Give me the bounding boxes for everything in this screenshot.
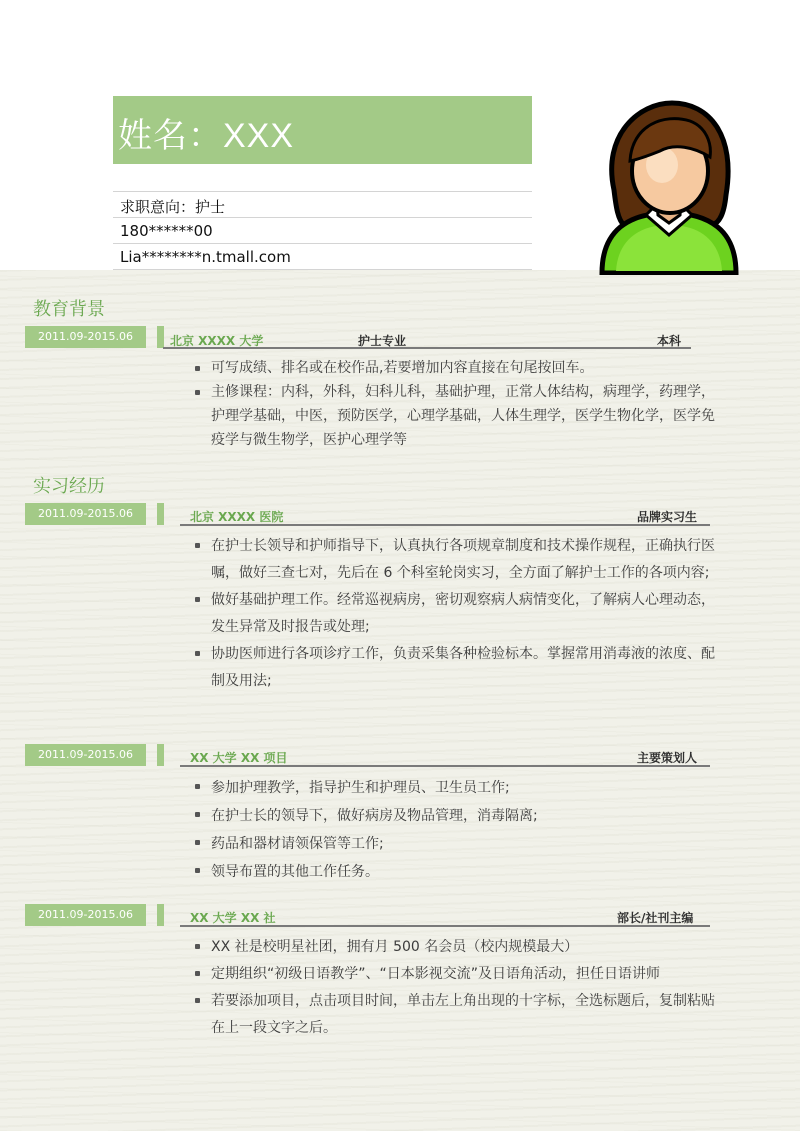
org-name: 北京 XXXX 医院 (190, 510, 284, 524)
list-item: 在护士长的领导下，做好病房及物品管理，消毒隔离; (193, 802, 721, 830)
divider (113, 243, 532, 244)
school-name: 北京 XXXX 大学 (170, 334, 264, 348)
avatar-icon (594, 95, 744, 275)
org-name: XX 大学 XX 社 (190, 911, 276, 925)
accent-mark (157, 904, 164, 926)
education-bullets (193, 356, 721, 452)
name-heading: 姓名：XXX (118, 117, 295, 155)
role: 品牌实习生 (637, 510, 698, 524)
degree: 本科 (657, 334, 682, 348)
date-tag: 2011.09-2015.06 (25, 744, 146, 766)
list-item: 若要添加项目，点击项目时间，单击左上角出现的十字标，全选标题后，复制粘贴在上一段文字之后。 (193, 988, 721, 1042)
list-item: 做好基础护理工作。经常巡视病房，密切观察病人病情变化，了解病人心理动态，发生异常及时报告或处理; (193, 587, 721, 641)
list-item: 定期组织“初级日语教学”、“日本影视交流”及日语角活动，担任日语讲师 (193, 961, 721, 988)
section-title-internship: 实习经历 (33, 476, 105, 497)
project-bullets (193, 774, 721, 886)
section-title-education: 教育背景 (33, 299, 105, 320)
accent-mark (157, 744, 164, 766)
internship-bullets (193, 533, 721, 695)
phone-number: 180******00 (120, 222, 213, 240)
accent-mark (157, 326, 164, 348)
accent-mark (157, 503, 164, 525)
job-objective: 求职意向：护士 (120, 198, 226, 216)
list-item: 协助医师进行各项诊疗工作，负责采集各种检验标本。掌握常用消毒液的浓度、配制及用法; (193, 641, 721, 695)
date-tag: 2011.09-2015.06 (25, 326, 146, 348)
org-name: XX 大学 XX 项目 (190, 751, 288, 765)
divider (113, 217, 532, 218)
role: 主要策划人 (637, 751, 698, 765)
role: 部长/社刊主编 (617, 911, 694, 925)
list-item: 主修课程：内科，外科，妇科儿科，基础护理，正常人体结构，病理学，药理学，护理学基础，中医，预防医学，心理学基础，人体生理学，医学生物化学，医学免疫学与微生物学，医护心理学等 (193, 380, 721, 452)
club-bullets (193, 934, 721, 1042)
divider (113, 269, 532, 270)
divider (113, 191, 532, 192)
email-address: Lia********n.tmall.com (120, 248, 291, 266)
major: 护士专业 (358, 334, 407, 348)
list-item: 在护士长领导和护师指导下，认真执行各项规章制度和技术操作规程，正确执行医嘱，做好三查七对，先后在 6 个科室轮岗实习，全方面了解护士工作的各项内容; (193, 533, 721, 587)
list-item: 领导布置的其他工作任务。 (193, 858, 721, 886)
date-tag: 2011.09-2015.06 (25, 503, 146, 525)
date-tag: 2011.09-2015.06 (25, 904, 146, 926)
list-item: 参加护理教学，指导护生和护理员、卫生员工作; (193, 774, 721, 802)
list-item: 药品和器材请领保管等工作; (193, 830, 721, 858)
list-item: 可写成绩、排名或在校作品,若要增加内容直接在句尾按回车。 (193, 356, 721, 380)
list-item: XX 社是校明星社团，拥有月 500 名会员（校内规模最大） (193, 934, 721, 961)
